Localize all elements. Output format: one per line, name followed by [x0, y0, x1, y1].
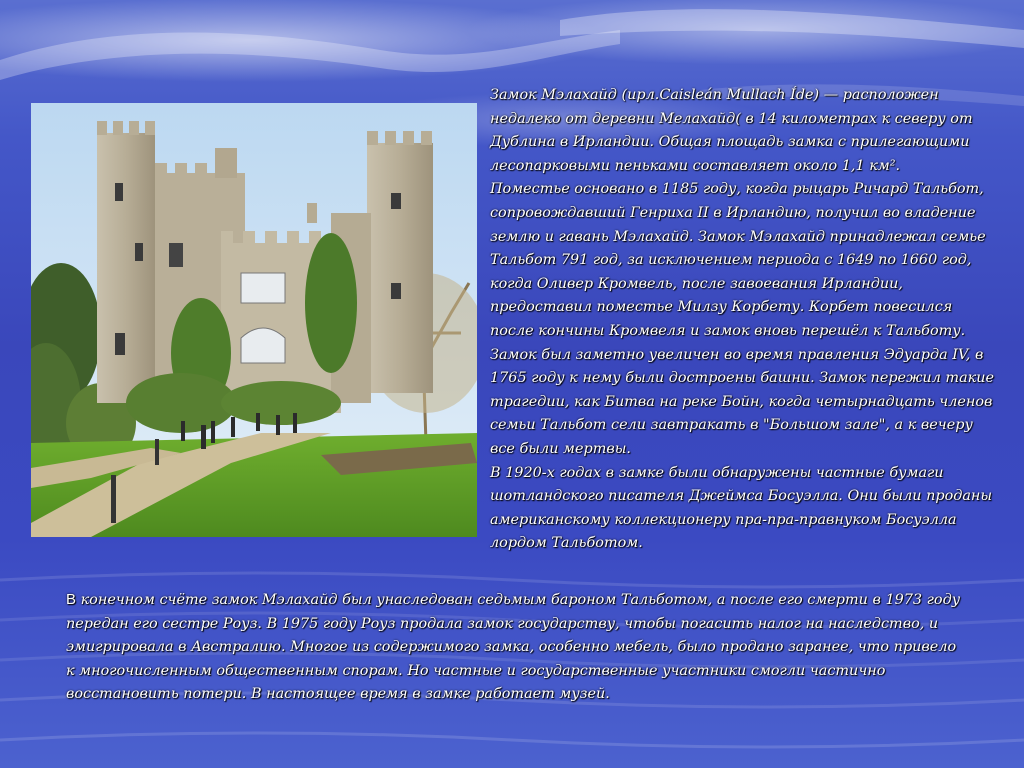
history-text — [66, 588, 966, 707]
description-paragraph: Замок Мэлахайд (ирл.Caisleán Mullach Íde) — расположен недалеко от деревни Мелахайд( в 14 километрах к северу от Дублина в Ирландии. Общая площадь замка с прилегающими лесопарковыми пеньками составляет около 1,1 км². — [490, 87, 973, 174]
history-body: конечном счёте замок Мэлахайд был унаследован седьмым бароном Тальботом, а после его смерти в 1973 году передан его сестре Роуз. В 1975 году Роуз продала замок государству, чтобы погасить налог на наследство, и эмигрировала в Австралию. Многое из содержимого замка, особенно мебель, было продано заранее, что привело к многочисленным общественным спорам. Но частные и государственные участники смогли частично восстановить потери. В настоящее время в замке работает музей. — [66, 592, 961, 703]
history-lead-letter: В — [66, 591, 77, 608]
castle-photo — [31, 103, 477, 537]
description-paragraph: Поместье основано в 1185 году, когда рыцарь Ричард Тальбот, сопровождавший Генриха II в Ирландию, получил во владение землю и гавань Мэлахайд. Замок Мэлахайд принадлежал семье Тальбот 791 год, за исключением периода с 1649 по 1660 год, когда Оливер Кромвель, после завоевания Ирландии, предоставил поместье Милзу Корбету. Корбет повесился после кончины Кромвеля и замок вновь перешёл к Тальботу. Замок был заметно увеличен во время правления Эдуарда IV, в 1765 году к нему были достроены башни. Замок пережил такие трагедии, как Битва на реке Бойн, когда четырнадцать членов семьи Тальбот сели завтракать в "Большом зале", а к вечеру все были мертвы. — [490, 181, 995, 457]
castle-description — [490, 84, 995, 556]
description-paragraph: В 1920-х годах в замке были обнаружены частные бумаги шотландского писателя Джеймса Босуэлла. Они были проданы американскому коллекционеру пра-пра-правнуком Босуэлла лордом Тальботом. — [490, 464, 993, 552]
